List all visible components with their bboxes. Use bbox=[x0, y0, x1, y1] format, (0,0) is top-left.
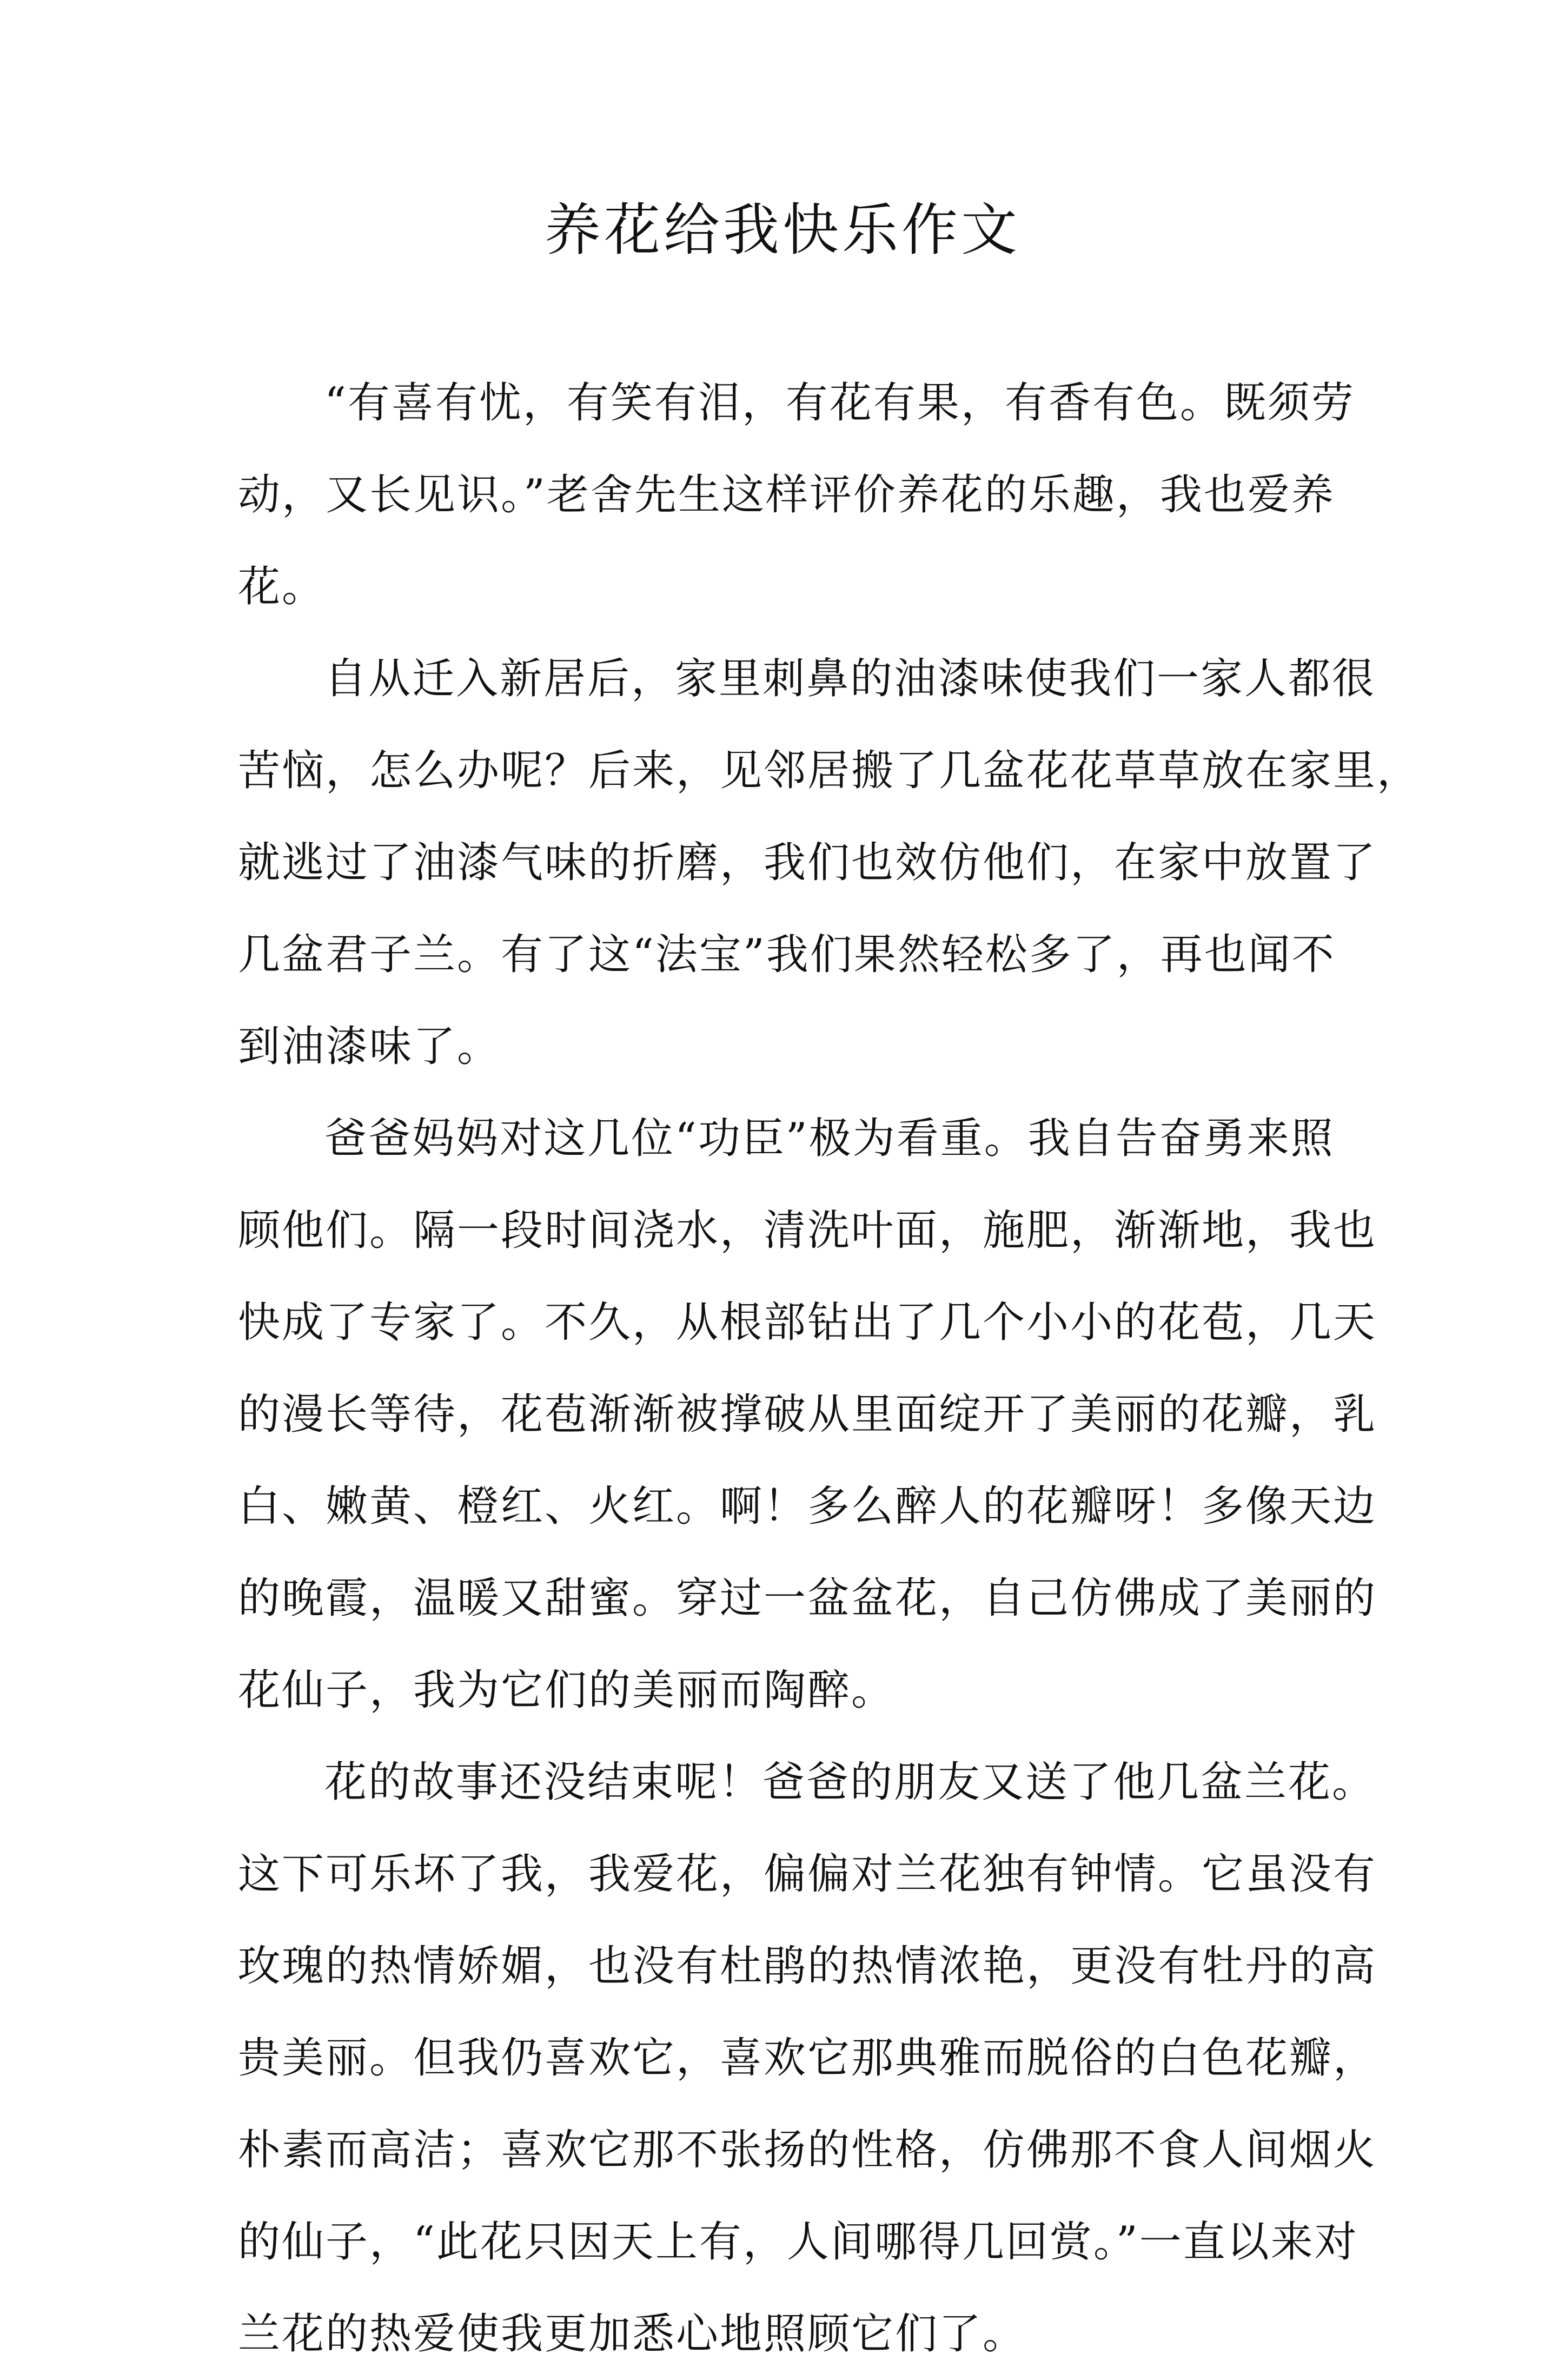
paragraph-line: 兰花的热爱使我更加悉心地照顾它们了。 bbox=[238, 2310, 1027, 2358]
document-title: 养花给我快乐作文 bbox=[544, 197, 1020, 263]
paragraph-line: 到油漆味了。 bbox=[238, 1022, 501, 1071]
paragraph-1 bbox=[238, 357, 1355, 633]
paragraph-line: 自从迁入新居后，家里刺鼻的油漆味使我们一家人都很 bbox=[324, 654, 1376, 703]
paragraph-4 bbox=[238, 1736, 1377, 2380]
paragraph-line: 苦恼，怎么办呢？后来，见邻居搬了几盆花花草草放在家里， bbox=[238, 746, 1421, 795]
paragraph-line: 就逃过了油漆气味的折磨，我们也效仿他们，在家中放置了 bbox=[238, 838, 1377, 887]
paragraph-line: 花的故事还没结束呢！爸爸的朋友又送了他几盆兰花。 bbox=[324, 1758, 1376, 1807]
paragraph-line: “有喜有忧，有笑有泪，有花有果，有香有色。既须劳 bbox=[324, 379, 1355, 427]
paragraph-line: 爸爸妈妈对这几位“功臣”极为看重。我自告奋勇来照 bbox=[324, 1114, 1335, 1163]
paragraph-line: 的仙子，“此花只因天上有，人间哪得几回赏。”一直以来对 bbox=[238, 2218, 1358, 2266]
paragraph-line: 快成了专家了。不久，从根部钻出了几个小小的花苞，几天 bbox=[238, 1298, 1377, 1347]
paragraph-line: 贵美丽。但我仍喜欢它，喜欢它那典雅而脱俗的白色花瓣， bbox=[238, 2034, 1377, 2082]
paragraph-line: 几盆君子兰。有了这“法宝”我们果然轻松多了，再也闻不 bbox=[238, 930, 1336, 979]
paragraph-line: 朴素而高洁；喜欢它那不张扬的性格，仿佛那不食人间烟火 bbox=[238, 2126, 1377, 2174]
paragraph-3 bbox=[238, 1093, 1377, 1736]
paragraph-line: 的晚霞，温暖又甜蜜。穿过一盆盆花，自己仿佛成了美丽的 bbox=[238, 1574, 1377, 1623]
paragraph-line: 花。 bbox=[238, 563, 326, 611]
paragraph-line: 白、嫩黄、橙红、火红。啊！多么醉人的花瓣呀！多像天边 bbox=[238, 1482, 1377, 1531]
paragraph-line: 花仙子，我为它们的美丽而陶醉。 bbox=[238, 1666, 896, 1715]
document-body bbox=[238, 357, 1421, 2380]
paragraph-line: 的漫长等待，花苞渐渐被撑破从里面绽开了美丽的花瓣，乳 bbox=[238, 1390, 1377, 1439]
paragraph-line: 动，又长见识。”老舍先生这样评价养花的乐趣，我也爱养 bbox=[238, 471, 1335, 519]
paragraph-line: 顾他们。隔一段时间浇水，清洗叶面，施肥，渐渐地，我也 bbox=[238, 1206, 1377, 1255]
paragraph-line: 玫瑰的热情娇媚，也没有杜鹃的热情浓艳，更没有牡丹的高 bbox=[238, 1942, 1377, 1991]
paragraph-2 bbox=[238, 633, 1421, 1093]
paragraph-line: 这下可乐坏了我，我爱花，偏偏对兰花独有钟情。它虽没有 bbox=[238, 1850, 1377, 1899]
